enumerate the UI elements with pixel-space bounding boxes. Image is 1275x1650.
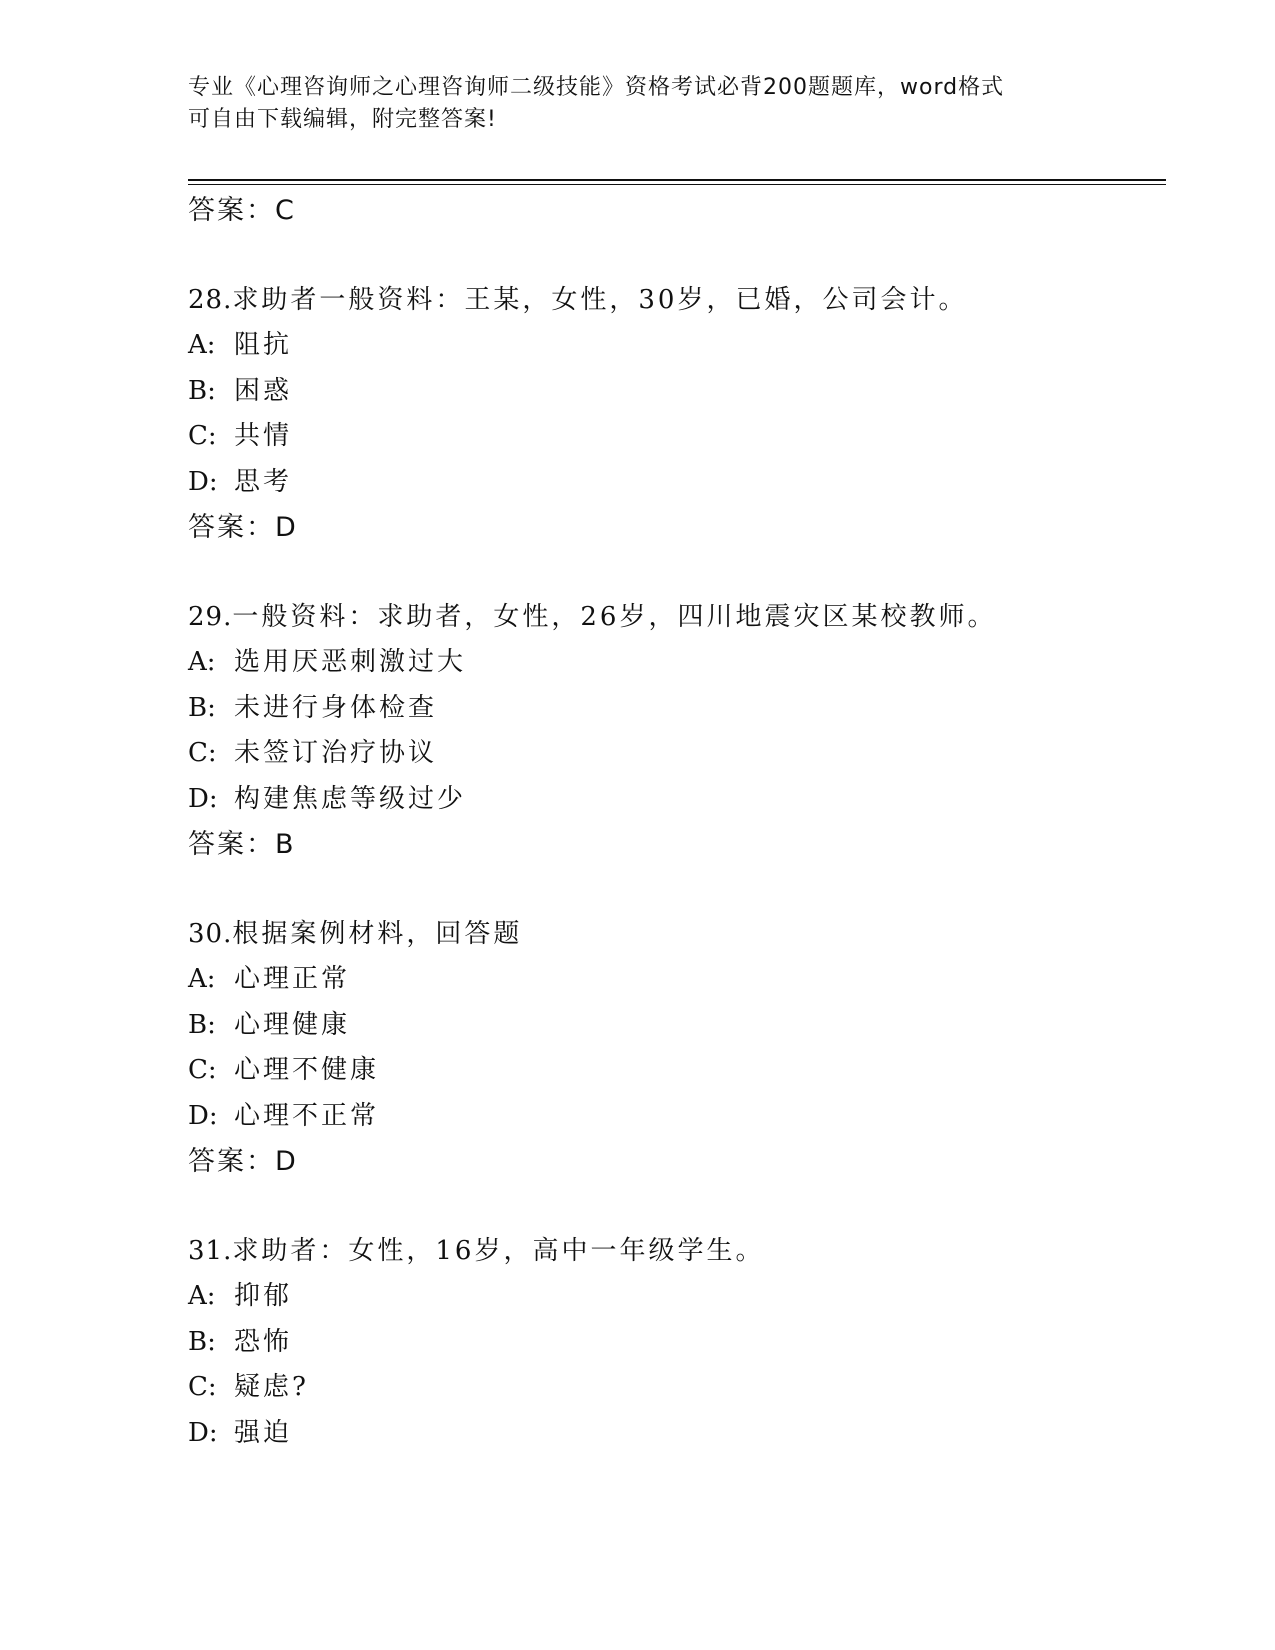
question-text: 求助者：女性，16岁，高中一年级学生。: [232, 1235, 765, 1266]
header-line-2: 可自由下载编辑，附完整答案!: [188, 107, 497, 132]
option-c: [188, 1365, 1168, 1411]
option-b: [188, 686, 1168, 732]
answer-line: 答案：C: [188, 195, 296, 226]
option-b: [188, 1320, 1168, 1366]
option-label: A:: [188, 1281, 216, 1311]
question-stem: [188, 278, 1168, 324]
option-c: [188, 1048, 1168, 1094]
option-text: 未签订治疗协议: [234, 738, 438, 768]
question-block: [188, 278, 1168, 551]
answer-line: 答案：B: [188, 829, 296, 860]
answer-line: 答案：D: [188, 1146, 298, 1177]
option-label: D:: [188, 1417, 218, 1448]
option-c: [188, 414, 1168, 460]
option-a: [188, 323, 1168, 369]
option-text: 共情: [234, 421, 293, 451]
option-label: C:: [188, 1372, 217, 1402]
option-label: A:: [188, 964, 216, 994]
question-number: 28.: [188, 284, 233, 315]
option-a: [188, 957, 1168, 1003]
question-number: 29.: [188, 601, 233, 632]
option-a: [188, 640, 1168, 686]
header-divider: [188, 179, 1166, 181]
option-label: B:: [188, 692, 216, 723]
option-label: B:: [188, 1326, 216, 1357]
question-stem: [188, 1229, 1168, 1275]
option-text: 心理不健康: [234, 1055, 380, 1085]
question-text: 一般资料：求助者，女性，26岁，四川地震灾区某校教师。: [232, 601, 997, 632]
option-d: [188, 1411, 1168, 1457]
document-header: [188, 72, 1088, 136]
option-label: D:: [188, 783, 218, 814]
option-text: 疑虑?: [234, 1372, 309, 1402]
option-label: C:: [188, 421, 217, 451]
option-text: 选用厌恶刺激过大: [234, 647, 467, 677]
question-stem: [188, 912, 1168, 958]
question-text: 根据案例材料，回答题: [232, 918, 523, 949]
option-label: A:: [188, 647, 216, 677]
option-text: 心理正常: [234, 964, 351, 994]
option-label: B:: [188, 1009, 216, 1040]
option-d: [188, 460, 1168, 506]
option-a: [188, 1274, 1168, 1320]
question-number: 31.: [188, 1235, 233, 1266]
option-text: 心理健康: [234, 1009, 351, 1040]
header-divider-thin: [188, 184, 1166, 185]
option-text: 强迫: [234, 1417, 293, 1448]
option-label: C:: [188, 1055, 217, 1085]
question-text: 求助者一般资料：王某，女性，30岁，已婚，公司会计。: [232, 284, 968, 315]
option-label: C:: [188, 738, 217, 768]
option-text: 阻抗: [234, 330, 293, 360]
option-b: [188, 1003, 1168, 1049]
option-text: 思考: [234, 466, 293, 497]
question-block: [188, 595, 1168, 868]
question-block: [188, 912, 1168, 1185]
answer-line: 答案：D: [188, 512, 298, 543]
option-text: 未进行身体检查: [234, 692, 438, 723]
option-label: D:: [188, 1100, 218, 1131]
option-b: [188, 369, 1168, 415]
option-d: [188, 1094, 1168, 1140]
option-c: [188, 731, 1168, 777]
question-list: [188, 188, 1168, 1456]
question-stem: [188, 595, 1168, 641]
option-d: [188, 777, 1168, 823]
option-label: B:: [188, 375, 216, 406]
question-block: [188, 1229, 1168, 1457]
question-number: 30.: [188, 918, 233, 949]
option-text: 心理不正常: [234, 1100, 380, 1131]
option-text: 恐怖: [234, 1326, 293, 1357]
header-line-1: 专业《心理咨询师之心理咨询师二级技能》资格考试必背200题题库，word格式: [188, 75, 1005, 100]
option-text: 抑郁: [234, 1281, 293, 1311]
option-text: 构建焦虑等级过少: [234, 783, 467, 814]
option-label: D:: [188, 466, 218, 497]
option-label: A:: [188, 330, 216, 360]
option-text: 困惑: [234, 375, 293, 406]
